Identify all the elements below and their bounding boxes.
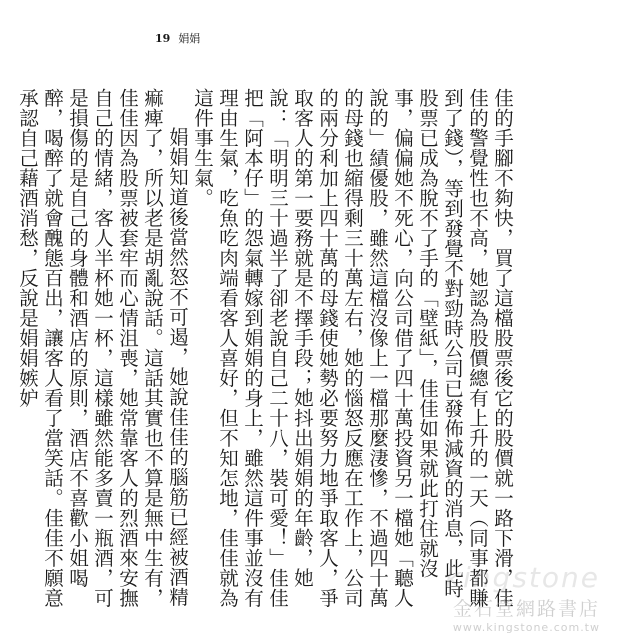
paragraph-2: 娟娟知道後當然怒不可遏，她說佳佳的腦筋已經被酒精痲痺了，所以老是胡亂說話。這話其實也不算是無中生有，佳佳因為股票被套牢而心情沮喪，她常靠客人的烈酒來安撫自己的情緒，客人半杯她一杯，這樣雖然能多賣一瓶酒，可是損傷的是自己的身體和酒店的原則，酒店不喜歡小姐喝醉，喝醉了就會醜態百出，讓客人看了當笑話。佳佳不願意承認自己藉酒消愁，反說是娟娟嫉妒 (16, 88, 189, 608)
paragraph-1: 佳的手腳不夠快，買了這檔股票後它的股價就一路下滑，佳佳的警覺性也不高，她認為股價總有上升的一天（同事都賺到了錢），等到發覺不對勁時公司已發佈減資的消息，此時股票已成為脫不了手的「壁紙」，佳佳如果就此打住就沒事，偏偏她不死心，向公司借了四十萬投資另一檔她「聽人說的」績優股，雖然這檔沒像上一檔那麼淒慘，不過四十萬的母錢也縮得剩三十萬左右，她的惱怒反應在工作上，公司的兩分利加上四十萬的母錢使她勢必要努力地爭取客人，爭取客人的第一要務就是不擇手段；她抖出娟娟的年齡，她說：「明明三十過半了卻老說自己二十八，裝可愛！」佳佳把「阿本仔」的怨氣轉嫁到娟娟的身上，雖然這件事並沒有理由生氣，吃魚吃肉端看客人喜好，但不知怎地，佳佳就為這件事生氣。 (191, 88, 514, 608)
watermark-brand: 金石堂網路書店 (452, 598, 600, 620)
page-header (155, 30, 200, 46)
watermark-url: www.kingstone.com.tw (452, 621, 600, 634)
book-body-text (16, 88, 515, 608)
watermark-latin: kingstone (444, 561, 600, 594)
page-number: 19 (155, 32, 171, 45)
running-title: 娟娟 (178, 32, 201, 45)
